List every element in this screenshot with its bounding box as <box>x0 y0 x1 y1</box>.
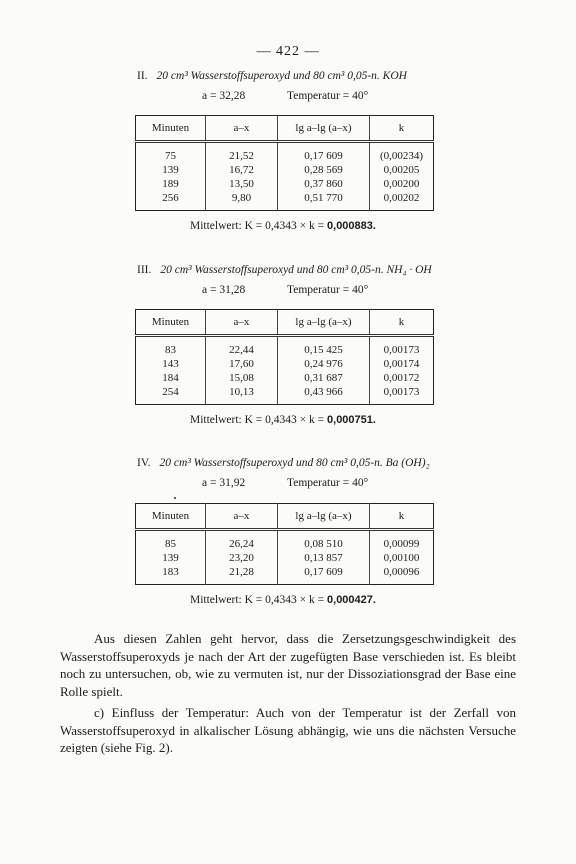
table-cell: 0,00100 <box>383 552 420 564</box>
table-cell: 0,28 569 <box>278 163 370 177</box>
table-header-row <box>136 504 434 530</box>
experiment-numeral: II. <box>137 70 148 82</box>
mittelwert-value: 0,000427. <box>327 594 376 606</box>
table-cell: 0,00173 <box>383 386 420 398</box>
table-cell: 0,37 860 <box>278 177 370 191</box>
column-header: lg a–lg (a–x) <box>278 116 370 142</box>
mittelwert <box>190 594 376 606</box>
experiment-numeral: IV. <box>137 457 151 469</box>
table-cell: 16,72 <box>206 163 278 177</box>
temperature: Temperatur = 40° <box>287 477 369 489</box>
data-table <box>135 503 434 585</box>
table-cell: 0,00172 <box>383 372 420 384</box>
table-cell: 0,00174 <box>383 358 420 370</box>
table-cell: 0,00202 <box>383 192 420 204</box>
table-cell: 15,08 <box>206 371 278 385</box>
table-cell: 139 <box>136 163 206 177</box>
mittelwert-value: 0,000883. <box>327 220 376 232</box>
mittelwert-label: Mittelwert: K = 0,4343 × k = <box>190 594 328 606</box>
table-cell: 0,43 966 <box>278 385 370 405</box>
table-cell: 85 <box>136 530 206 552</box>
column-header: a–x <box>206 116 278 142</box>
page-number: — 422 — <box>256 44 320 59</box>
ink-speck <box>174 497 176 499</box>
experiment-title: 20 cm³ Wasserstoffsuperoxyd und 80 cm³ 0,05-n. NH₄ · OH <box>160 264 432 276</box>
table-cell: 75 <box>136 142 206 164</box>
table-row <box>136 565 434 585</box>
table-cell: 0,17 609 <box>278 142 370 164</box>
table-cell: 254 <box>136 385 206 405</box>
experiment-numeral: III. <box>137 264 152 276</box>
column-header: k <box>370 504 434 530</box>
mittelwert-value: 0,000751. <box>327 414 376 426</box>
table-cell: 0,00205 <box>383 164 420 176</box>
table-row <box>136 191 434 211</box>
table-cell: 189 <box>136 177 206 191</box>
table-cell: 0,15 425 <box>278 336 370 358</box>
table-cell: 0,00096 <box>383 566 420 578</box>
table-cell: 0,08 510 <box>278 530 370 552</box>
table-cell: 0,13 857 <box>278 551 370 565</box>
table-cell: 22,44 <box>206 336 278 358</box>
column-header: a–x <box>206 310 278 336</box>
experiment-heading <box>137 70 407 82</box>
column-header: k <box>370 116 434 142</box>
table-header-row <box>136 116 434 142</box>
mittelwert <box>190 414 376 426</box>
column-header: Minuten <box>136 504 206 530</box>
table-cell: 143 <box>136 357 206 371</box>
table-row <box>136 371 434 385</box>
table-cell: 0,00173 <box>383 344 420 356</box>
column-header: Minuten <box>136 310 206 336</box>
a-value: a = 31,92 <box>202 477 246 489</box>
table-cell: 184 <box>136 371 206 385</box>
table-row <box>136 336 434 358</box>
table-cell: (0,00234) <box>379 150 424 162</box>
table-row <box>136 142 434 164</box>
table-cell: 183 <box>136 565 206 585</box>
table-cell: 9,80 <box>206 191 278 211</box>
table-cell: 0,31 687 <box>278 371 370 385</box>
table-cell: 83 <box>136 336 206 358</box>
table-cell: 13,50 <box>206 177 278 191</box>
table-row <box>136 357 434 371</box>
table-cell: 256 <box>136 191 206 211</box>
mittelwert <box>190 220 376 232</box>
table-row <box>136 385 434 405</box>
table-cell: 0,00200 <box>383 178 420 190</box>
table-row <box>136 530 434 552</box>
temperature: Temperatur = 40° <box>287 90 369 102</box>
body-paragraph: c) Einfluss der Temperatur: Auch von der Temperatur ist der Zerfall von Wasserstoffsuperoxyd in alkalischer Lösung abhängig, wie uns die nächsten Versuche zeigten (siehe Fig. 2). <box>60 705 516 755</box>
experiment-heading <box>137 264 432 276</box>
column-header: k <box>370 310 434 336</box>
table-cell: 17,60 <box>206 357 278 371</box>
table-cell: 21,28 <box>206 565 278 585</box>
temperature: Temperatur = 40° <box>287 284 369 296</box>
table-cell: 139 <box>136 551 206 565</box>
data-table <box>135 115 434 211</box>
table-header-row <box>136 310 434 336</box>
table-cell: 23,20 <box>206 551 278 565</box>
table-cell: 0,17 609 <box>278 565 370 585</box>
a-value: a = 31,28 <box>202 284 246 296</box>
table-row <box>136 163 434 177</box>
mittelwert-label: Mittelwert: K = 0,4343 × k = <box>190 414 328 426</box>
experiment-heading <box>137 457 430 469</box>
column-header: Minuten <box>136 116 206 142</box>
column-header: a–x <box>206 504 278 530</box>
table-cell: 10,13 <box>206 385 278 405</box>
experiment-title: 20 cm³ Wasserstoffsuperoxyd und 80 cm³ 0,05-n. KOH <box>156 70 407 82</box>
table-row <box>136 551 434 565</box>
column-header: lg a–lg (a–x) <box>278 310 370 336</box>
table-row <box>136 177 434 191</box>
table-cell: 21,52 <box>206 142 278 164</box>
data-table <box>135 309 434 405</box>
mittelwert-label: Mittelwert: K = 0,4343 × k = <box>190 220 328 232</box>
column-header: lg a–lg (a–x) <box>278 504 370 530</box>
a-value: a = 32,28 <box>202 90 246 102</box>
table-cell: 26,24 <box>206 530 278 552</box>
table-cell: 0,51 770 <box>278 191 370 211</box>
experiment-title: 20 cm³ Wasserstoffsuperoxyd und 80 cm³ 0,05-n. Ba (OH)₂ <box>159 457 430 469</box>
table-cell: 0,00099 <box>383 538 420 550</box>
table-cell: 0,24 976 <box>278 357 370 371</box>
body-paragraph: Aus diesen Zahlen geht hervor, dass die Zersetzungsgeschwindigkeit des Wasserstoffsuperoxyds je nach der Art der zugefügten Base verschieden ist. Es bleibt noch zu untersuchen, ob, wie zu vermuten ist, nur der Dissoziationsgrad der Base eine Rolle spielt. <box>60 631 516 699</box>
